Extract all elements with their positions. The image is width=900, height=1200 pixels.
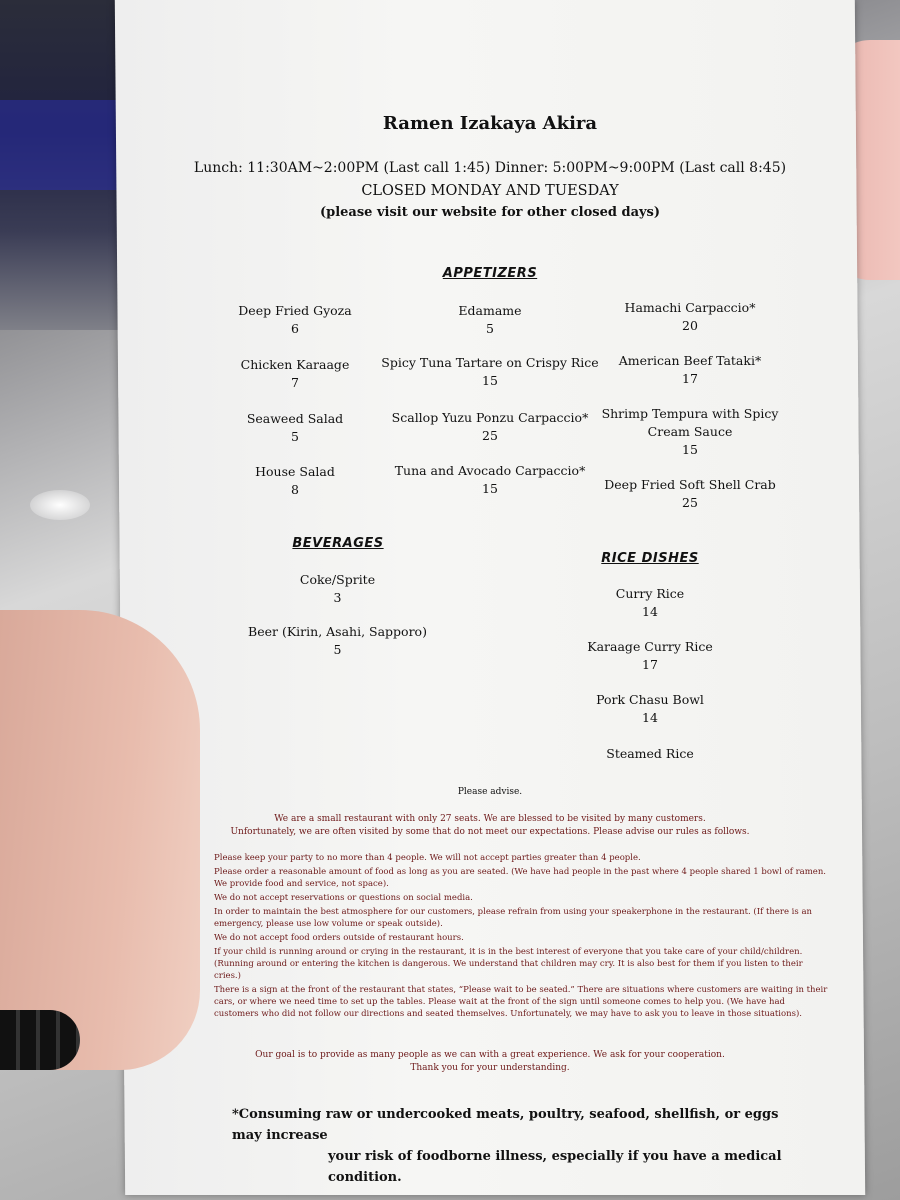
- item-name: Edamame: [458, 303, 522, 318]
- item-price: 14: [642, 604, 658, 619]
- item-price: 17: [642, 657, 658, 672]
- item-name: Tuna and Avocado Carpaccio*: [394, 463, 586, 478]
- rule-text: Please keep your party to no more than 4 people. We will not accept parties greater than 4 people.: [214, 853, 641, 863]
- menu-item: [550, 691, 750, 727]
- item-price: 15: [482, 373, 498, 388]
- item-name: Hamachi Carpaccio*: [624, 300, 756, 315]
- thanks-statement: Thank you for your understanding.: [410, 1063, 570, 1073]
- menu-item: [230, 623, 445, 659]
- rule-text: Please order a reasonable amount of food as long as you are seated. (We have had people in the past where 4 people shared 1 bowl of ramen. We provide food and service, not space).: [214, 867, 826, 889]
- item-name: Pork Chasu Bowl: [596, 692, 704, 707]
- rules-list: [192, 852, 832, 1022]
- rule-item: [192, 946, 832, 982]
- item-price: 15: [482, 481, 498, 496]
- item-price: 5: [291, 429, 299, 444]
- menu-item: [595, 476, 785, 512]
- item-name: Shrimp Tempura with Spicy Cream Sauce: [601, 406, 779, 439]
- beverages-heading: BEVERAGES: [292, 536, 384, 551]
- food-safety-warning: [232, 1104, 792, 1188]
- item-name: Steamed Rice: [606, 746, 694, 761]
- item-name: Scallop Yuzu Ponzu Carpaccio*: [391, 410, 589, 425]
- item-price: 7: [291, 375, 299, 390]
- item-name: Curry Rice: [615, 586, 685, 601]
- item-price: 8: [291, 482, 299, 497]
- restaurant-title: Ramen Izakaya Akira: [382, 113, 598, 134]
- item-name: American Beef Tataki*: [618, 353, 762, 368]
- menu-item: [595, 299, 785, 335]
- menu-item: [200, 410, 390, 446]
- website-note: (please visit our website for other closed days): [319, 205, 661, 220]
- menu-item: [200, 302, 390, 338]
- item-price: 25: [482, 428, 498, 443]
- item-price: 25: [682, 495, 698, 510]
- please-advise-note: Please advise.: [457, 787, 523, 797]
- item-name: Beer (Kirin, Asahi, Sapporo): [248, 624, 427, 639]
- background-blue-light: [0, 100, 125, 190]
- goal-statement: Our goal is to provide as many people as we can with a great experience. We ask for your cooperation.: [255, 1050, 725, 1060]
- background-lamp-glare: [30, 490, 90, 520]
- notice-intro-2: Unfortunately, we are often visited by some that do not meet our expectations. Please advise our rules as follows.: [230, 827, 750, 837]
- item-price: 5: [486, 321, 494, 336]
- closed-days: CLOSED MONDAY AND TUESDAY: [361, 183, 619, 199]
- item-price: 20: [682, 318, 698, 333]
- appetizers-heading: APPETIZERS: [442, 266, 538, 281]
- item-name: Deep Fried Soft Shell Crab: [604, 477, 776, 492]
- rule-text: In order to maintain the best atmosphere for our customers, please refrain from using your speakerphone in the restaurant. (If there is an emergency, please use low volume or speak outside).: [214, 907, 812, 929]
- rule-text: We do not accept food orders outside of restaurant hours.: [214, 933, 464, 943]
- menu-item: [550, 585, 750, 621]
- warning-line-2: your risk of foodborne illness, especially if you have a medical condition.: [328, 1149, 782, 1185]
- menu-item: [230, 571, 445, 607]
- rule-item: [192, 866, 832, 890]
- item-name: Chicken Karaage: [240, 357, 350, 372]
- notice-intro-1: We are a small restaurant with only 27 seats. We are blessed to be visited by many customers.: [274, 814, 706, 824]
- menu-item: [200, 356, 390, 392]
- item-price: 6: [291, 321, 299, 336]
- menu-item: [595, 352, 785, 388]
- menu-item: [550, 638, 750, 674]
- item-name: House Salad: [255, 464, 335, 479]
- item-price: 5: [333, 642, 342, 657]
- menu-item: [375, 462, 605, 498]
- menu-item: [200, 463, 390, 499]
- item-name: Karaage Curry Rice: [587, 639, 713, 654]
- rule-text: If your child is running around or crying in the restaurant, it is in the best interest of everyone that you take care of your child/children. (Running around or entering the kitchen is dangerous. We understand that children may cry. It is also best for them if you listen to their cries.): [214, 947, 803, 981]
- menu-item: [375, 409, 605, 445]
- rule-item: [192, 932, 832, 944]
- item-name: Seaweed Salad: [246, 411, 344, 426]
- rule-text: We do not accept reservations or questions on social media.: [214, 893, 473, 903]
- warning-line-1: *Consuming raw or undercooked meats, poultry, seafood, shellfish, or eggs may increase: [232, 1107, 779, 1143]
- item-name: Coke/Sprite: [299, 572, 376, 587]
- item-price: 14: [642, 710, 658, 725]
- rule-item: [192, 906, 832, 930]
- rule-text: There is a sign at the front of the restaurant that states, “Please wait to be seated.” There are situations where customers are waiting in their cars, or where we need time to set up the tables. Please wait at the front of the sign until someone comes to help you. (We have had customers who did not follow our directions and seated themselves. Unfortunately, we may have to ask you to leave in those situations).: [214, 985, 828, 1019]
- menu-item: [375, 354, 605, 390]
- item-name: Deep Fried Gyoza: [238, 303, 352, 318]
- rice-dishes-heading: RICE DISHES: [601, 551, 699, 566]
- item-price: 15: [682, 442, 698, 457]
- item-price: 3: [333, 590, 342, 605]
- bead-bracelet: [0, 1010, 80, 1070]
- menu-item: [550, 745, 750, 763]
- rule-item: [192, 852, 832, 864]
- menu-content: [120, 0, 860, 1195]
- left-hand: [0, 610, 200, 1070]
- item-price: 17: [682, 371, 698, 386]
- menu-item: [375, 302, 605, 338]
- opening-hours: Lunch: 11:30AM~2:00PM (Last call 1:45) Dinner: 5:00PM~9:00PM (Last call 8:45): [193, 160, 787, 176]
- rule-item: [192, 984, 832, 1020]
- menu-item: [590, 405, 790, 459]
- rule-item: [192, 892, 832, 904]
- item-name: Spicy Tuna Tartare on Crispy Rice: [381, 355, 599, 370]
